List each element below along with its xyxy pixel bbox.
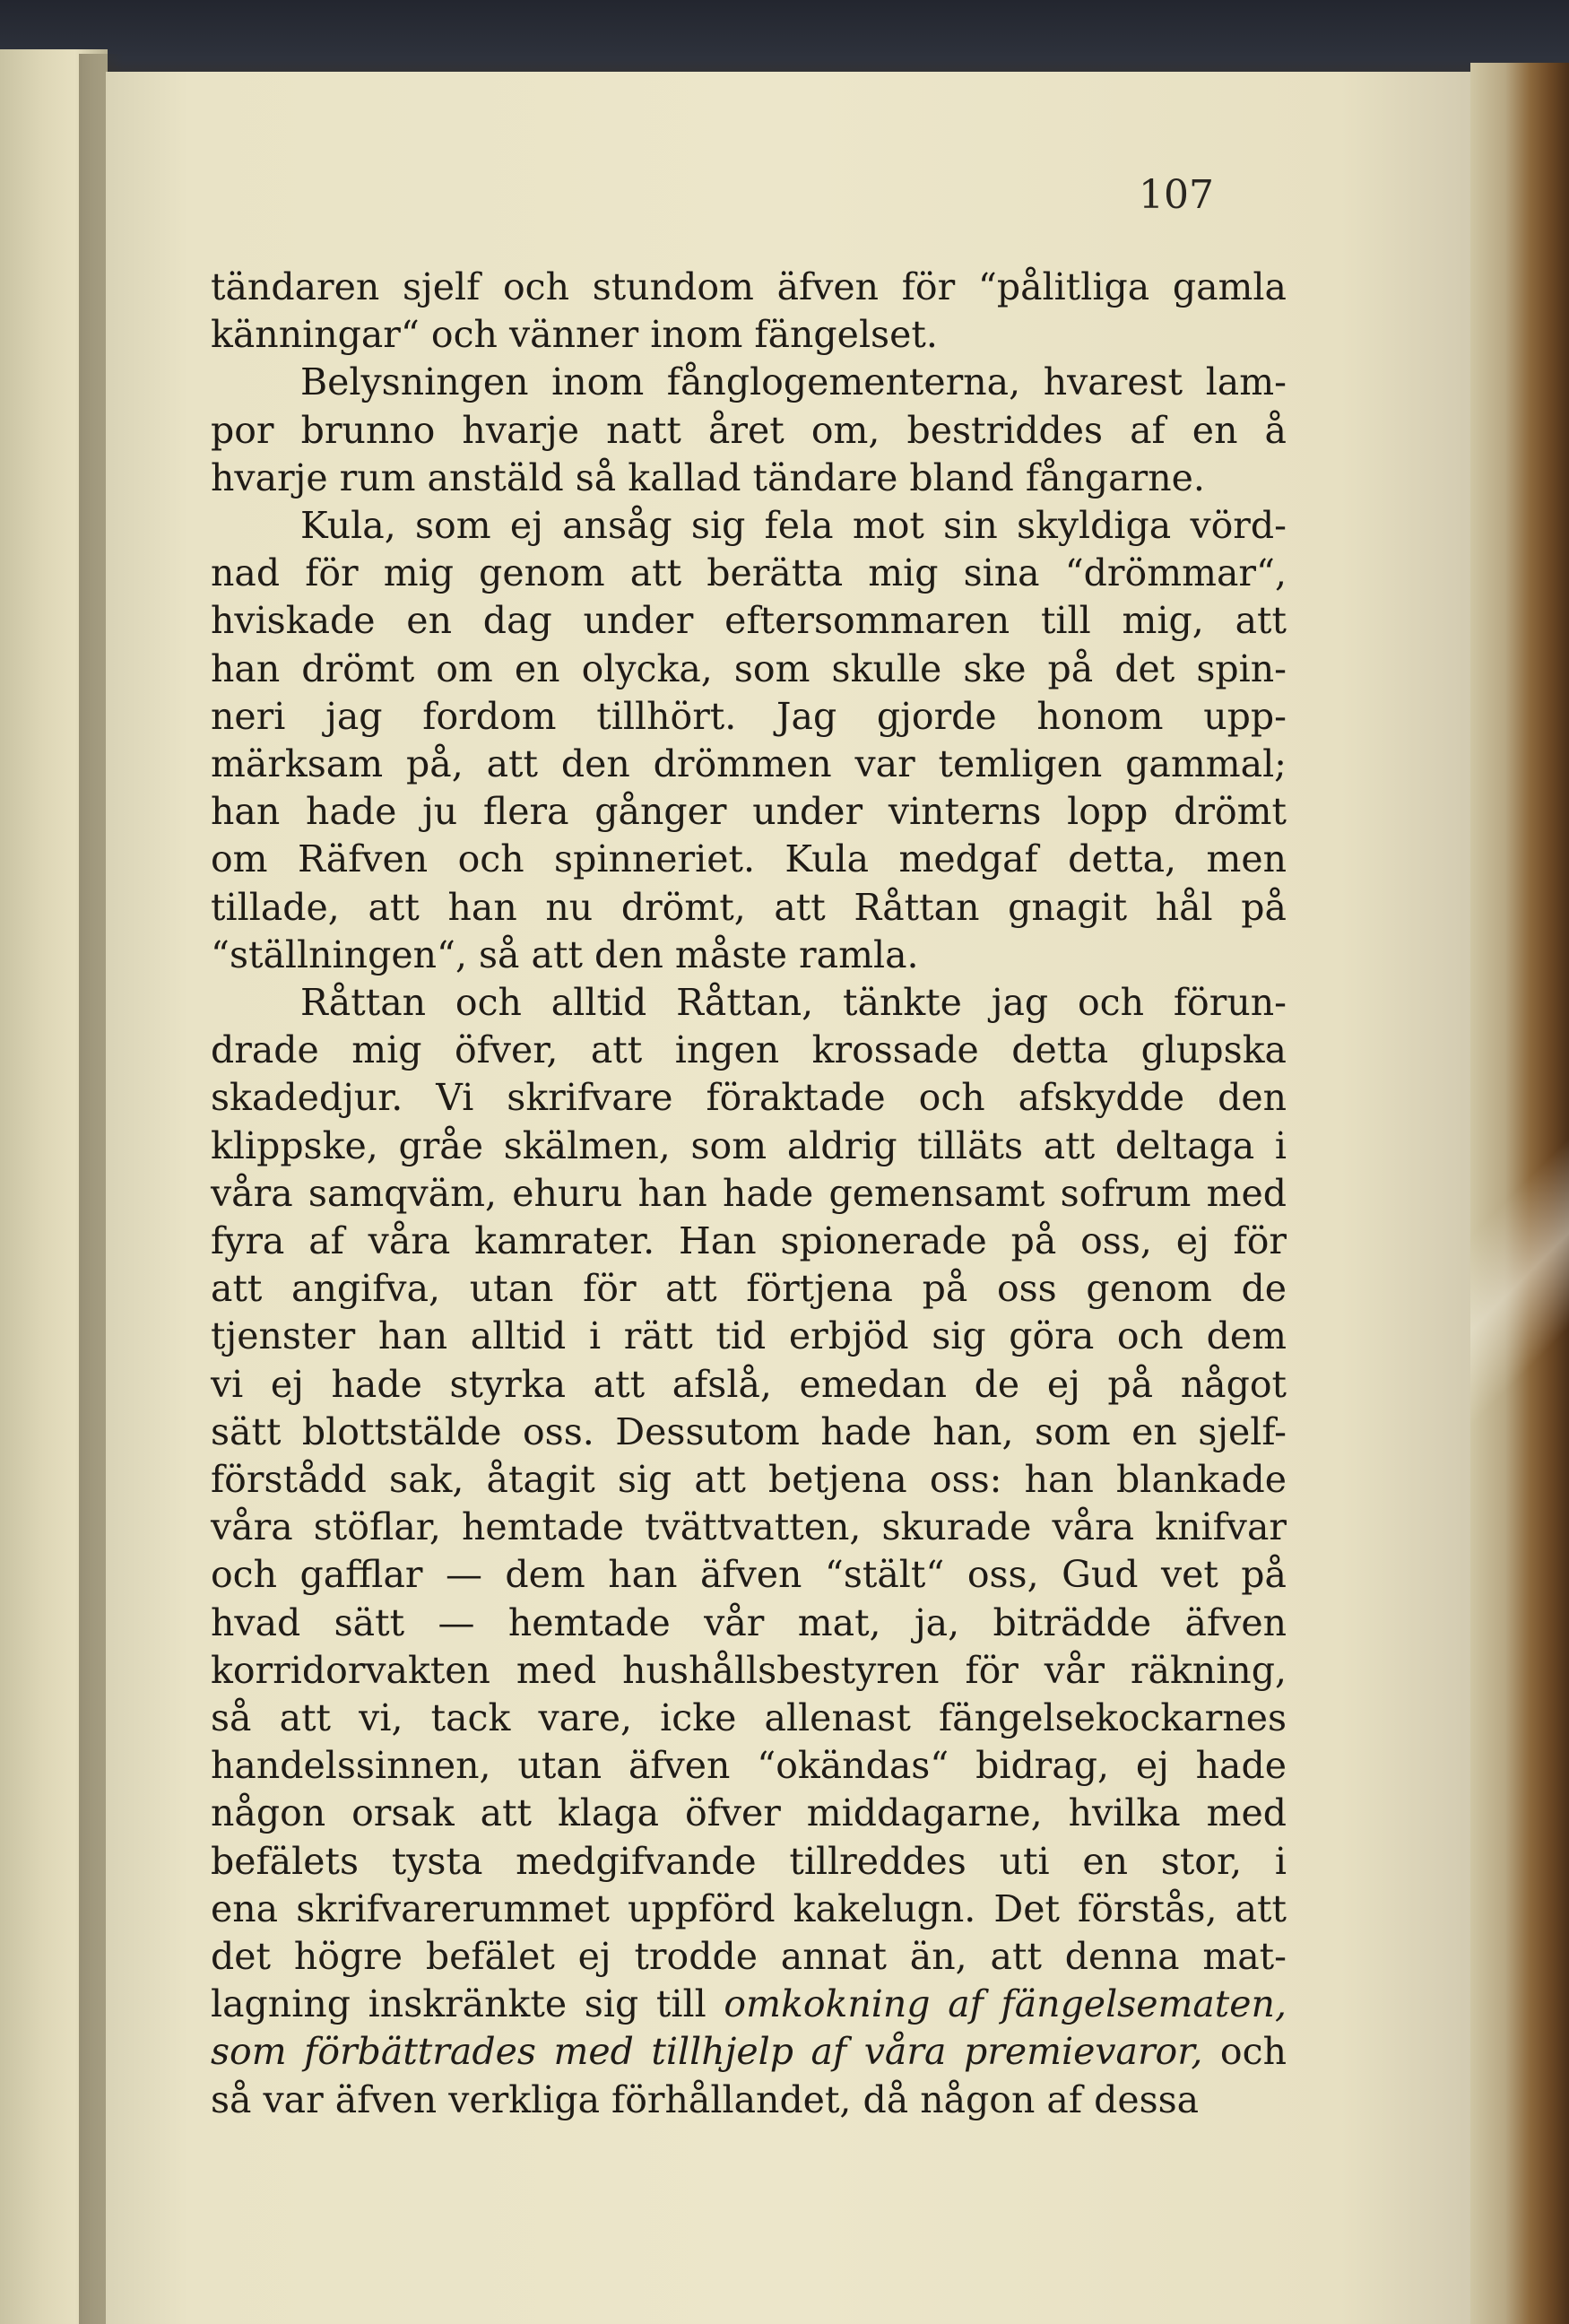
text-line: Råttan och alltid Råttan, tänkte jag och förun- xyxy=(300,981,1287,1024)
text-line: skadedjur. Vi skrifvare föraktade och afskydde den xyxy=(211,1076,1287,1120)
text-line: våra stöflar, hemtade tvättvatten, skurade våra knifvar xyxy=(211,1505,1287,1549)
text-line: förstådd sak, åtagit sig att betjena oss: han blankade xyxy=(211,1458,1287,1501)
text-line: nad för mig genom att berätta mig sina “drömmar“, xyxy=(211,551,1287,595)
book-fore-edge xyxy=(1470,63,1569,2324)
text-line: någon orsak att klaga öfver middagarne, hvilka med xyxy=(211,1791,1287,1835)
text-line: tjenster han alltid i rätt tid erbjöd sig göra och dem xyxy=(211,1314,1287,1358)
text-line: sätt blottstälde oss. Dessutom hade han, som en sjelf- xyxy=(211,1409,1287,1453)
text-line: Belysningen inom fånglogementerna, hvarest lam- xyxy=(300,360,1287,404)
text-line: hvarje rum anstäld så kallad tändare bland fångarne. xyxy=(211,455,1205,499)
text-line: por brunno hvarje natt året om, bestriddes af en å xyxy=(211,408,1287,452)
text-line: känningar“ och vänner inom fängelset. xyxy=(211,313,938,357)
text-line: han drömt om en olycka, som skulle ske på det spin- xyxy=(211,646,1287,690)
page-number: 107 xyxy=(1139,172,1214,218)
text-line: neri jag fordom tillhört. Jag gjorde honom upp- xyxy=(211,694,1287,738)
text-line: och gafflar — dem han äfven “stält“ oss, Gud vet på xyxy=(211,1553,1287,1597)
text-line: fyra af våra kamrater. Han spionerade på oss, ej för xyxy=(211,1219,1287,1262)
text-line: ena skrifvarerummet uppförd kakelugn. Det förstås, att xyxy=(211,1886,1287,1930)
text-line: så var äfven verkliga förhållandet, då någon af dessa xyxy=(211,2077,1200,2121)
text-line: det högre befälet ej trodde annat än, att denna mat- xyxy=(211,1935,1287,1978)
text-line: märksam på, att den drömmen var temligen gammal; xyxy=(211,742,1287,785)
text-line: Kula, som ej ansåg sig fela mot sin skyldiga vörd- xyxy=(300,504,1287,547)
text-line: att angifva, utan för att förtjena på oss genom de xyxy=(211,1267,1287,1311)
text-line: tändaren sjelf och stundom äfven för “pålitliga gamla xyxy=(211,265,1287,308)
text-line: hviskade en dag under eftersommaren till mig, att xyxy=(211,599,1287,643)
text-line: han hade ju flera gånger under vinterns lopp drömt xyxy=(211,790,1287,834)
text-line: klippske, gråe skälmen, som aldrig tilläts att deltaga i xyxy=(211,1123,1287,1167)
text-line: handelssinnen, utan äfven “okändas“ bidrag, ej hade xyxy=(211,1744,1287,1788)
text-line: “ställningen“, så att den måste ramla. xyxy=(211,932,919,976)
text-line: om Räfven och spinneriet. Kula medgaf detta, men xyxy=(211,837,1287,881)
text-line: drade mig öfver, att ingen krossade detta glupska xyxy=(211,1028,1287,1072)
text-line: våra samqväm, ehuru han hade gemensamt sofrum med xyxy=(211,1171,1287,1215)
text-line: hvad sätt — hemtade vår mat, ja, biträdde äfven xyxy=(211,1600,1287,1644)
text-line: korridorvakten med hushållsbestyren för vår räkning, xyxy=(211,1648,1287,1692)
text-line: som förbättrades med tillhjelp af våra premievaror, och xyxy=(211,2030,1287,2074)
text-line: vi ej hade styrka att afslå, emedan de ej på något xyxy=(211,1362,1287,1406)
text-line: lagning inskränkte sig till omkokning af fängelsematen, xyxy=(211,1982,1287,2026)
text-line: så att vi, tack vare, icke allenast fängelsekockarnes xyxy=(211,1696,1287,1739)
text-line: tillade, att han nu drömt, att Råttan gnagit hål på xyxy=(211,885,1287,929)
text-line: befälets tysta medgifvande tillreddes uti en stor, i xyxy=(211,1839,1287,1883)
